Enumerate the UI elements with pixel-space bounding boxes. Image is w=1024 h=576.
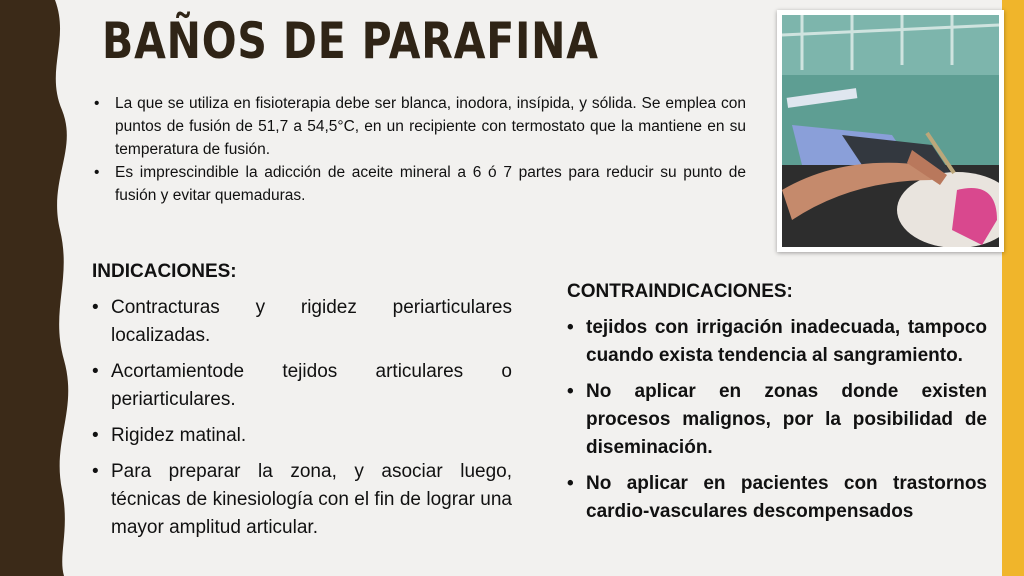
paraffin-treatment-photo: [777, 10, 1004, 252]
contraindicaciones-list: [567, 314, 987, 534]
contraindicacion-item: • No aplicar en zonas donde existen procesos malignos, por la posibilidad de diseminación.: [567, 378, 987, 462]
indicacion-item: • Para preparar la zona, y asociar luego, técnicas de kinesiología con el fin de lograr una mayor amplitud articular.: [92, 458, 512, 542]
indicacion-item: • Acortamientode tejidos articulares o periarticulares.: [92, 358, 512, 414]
intro-list: [92, 92, 746, 207]
contraindicaciones-heading: CONTRAINDICACIONES:: [567, 281, 793, 302]
indicaciones-heading: INDICACIONES:: [92, 261, 237, 282]
right-accent-band: [1002, 0, 1024, 576]
left-decorative-band: [0, 0, 80, 576]
indicacion-item: • Contracturas y rigidez periarticulares localizadas.: [92, 294, 512, 350]
intro-item: • Es imprescindible la adicción de aceite mineral a 6 ó 7 partes para reducir su punto de fusión y evitar quemaduras.: [92, 161, 746, 207]
contraindicacion-item: • tejidos con irrigación inadecuada, tampoco cuando exista tendencia al sangramiento.: [567, 314, 987, 370]
indicacion-item: • Rigidez matinal.: [92, 422, 512, 450]
indicaciones-list: [92, 294, 512, 550]
page-title: BAÑOS DE PARAFINA: [102, 12, 599, 70]
intro-item: • La que se utiliza en fisioterapia debe ser blanca, inodora, insípida, y sólida. Se emplea con puntos de fusión de 51,7 a 54,5°C, en un recipiente con termostato que la mantiene en su temperatura de fusión.: [92, 92, 746, 161]
contraindicacion-item: • No aplicar en pacientes con trastornos cardio-vasculares descompensados: [567, 470, 987, 526]
